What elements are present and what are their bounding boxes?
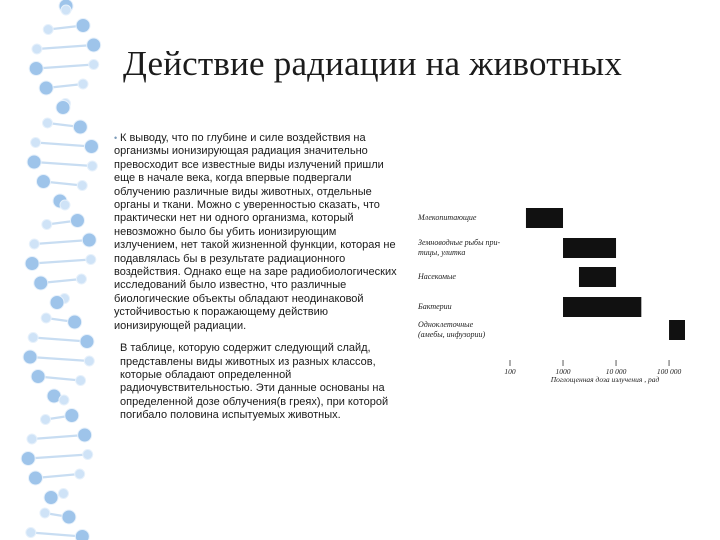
x-tick-label: 1000 [555, 367, 571, 376]
dna-node [25, 257, 39, 271]
dna-node [36, 175, 50, 189]
dna-node [27, 434, 37, 444]
dna-rung [33, 338, 87, 342]
dna-node [76, 19, 90, 33]
dose-range-bar [563, 238, 616, 258]
dna-node [40, 508, 50, 518]
dna-node [43, 25, 53, 35]
dna-node [73, 120, 87, 134]
dna-node [29, 239, 39, 249]
paragraph-2: В таблице, которую содержит следующий слайд, представлены виды животных из разных классов, которые обладают определенной радиочувствительностью. Эти данные основаны на определенной дозе облучения(в греях), при которой погибало половина испытуемых животных. [120, 342, 389, 422]
dna-node [41, 313, 51, 323]
paragraph-1-text: К выводу, что по глубине и силе воздействия на организмы ионизирующая радиация значительно превосходит все известные виды излучений пришли еще в начале века, когда впервые подвергали облучению различные виды животных, отдельные органы и ткани. Можно с уверенностью сказать, что практически нет ни одного организма, который невозможно было бы убить ионизирующим излучением, нет такой жизненной функции, которая не подавлялась бы в результате радиационного воздействия. Однако еще на заре радиобиологических исследований было известно, что различные биологические объекты обладают неодинаковой устойчивостью к поражающему действию ионизирующей радиации. [114, 132, 397, 332]
dose-range-bar [579, 267, 616, 287]
dna-node [50, 296, 64, 310]
dna-node [65, 409, 79, 423]
dna-node [76, 274, 86, 284]
dna-node [75, 469, 85, 479]
dna-node [87, 161, 97, 171]
bullet-icon: • [114, 133, 118, 143]
category-label: Насекомые [418, 272, 456, 281]
dna-node [68, 315, 82, 329]
dna-node [84, 356, 94, 366]
dna-node [58, 489, 68, 499]
dna-rung [28, 455, 88, 459]
slide-body [114, 132, 400, 423]
dna-node [70, 214, 84, 228]
dose-range-bar [526, 208, 563, 228]
dna-node [29, 62, 43, 76]
x-tick-label: 100 000 [656, 367, 682, 376]
dna-rung [34, 240, 89, 244]
dna-helix-decoration [0, 0, 125, 540]
dna-node [31, 138, 41, 148]
category-label: Млекопитающие [418, 213, 477, 222]
paragraph-1 [114, 132, 400, 333]
dna-node [60, 200, 70, 210]
dna-node [56, 101, 70, 115]
x-tick-label: 10 000 [605, 367, 627, 376]
dna-node [31, 370, 45, 384]
radiation-dose-chart [410, 195, 710, 395]
dna-node [75, 530, 89, 540]
dna-node [39, 81, 53, 95]
dna-node [76, 376, 86, 386]
slide-title: Действие радиации на животных [123, 44, 623, 83]
dna-node [87, 38, 101, 52]
x-axis-label: Поглощенная доза излучения , рад [550, 375, 660, 384]
dna-node [78, 428, 92, 442]
dna-node [89, 60, 99, 70]
dna-rung [31, 533, 83, 537]
dna-node [78, 79, 88, 89]
dna-node [62, 510, 76, 524]
dose-range-bar [563, 297, 641, 317]
dna-node [32, 44, 42, 54]
dna-node [29, 471, 43, 485]
dna-rung [36, 65, 94, 69]
category-label: Бактерии [418, 302, 452, 311]
dna-node [82, 233, 96, 247]
dna-node [41, 415, 51, 425]
dna-rung [36, 143, 92, 147]
dna-node [77, 181, 87, 191]
dna-node [44, 491, 58, 505]
dna-node [61, 5, 71, 15]
dna-node [59, 395, 69, 405]
dna-rung [32, 260, 91, 264]
dna-rung [37, 45, 94, 49]
dna-rung [34, 162, 92, 166]
dna-node [80, 335, 94, 349]
dna-node [26, 528, 36, 538]
dna-rung [30, 357, 89, 361]
dna-node [42, 220, 52, 230]
dna-node [34, 276, 48, 290]
dna-rung [32, 435, 85, 439]
dna-node [83, 450, 93, 460]
dna-node [27, 155, 41, 169]
dna-node [84, 140, 98, 154]
category-label: Земноводные рыбы при-тицы, улитка [418, 238, 501, 257]
dna-node [28, 333, 38, 343]
dna-node [21, 452, 35, 466]
x-tick-label: 100 [504, 367, 516, 376]
dose-range-bar [669, 320, 685, 340]
dna-node [23, 350, 37, 364]
dna-node [86, 255, 96, 265]
dna-node [42, 118, 52, 128]
category-label: Одноклеточные (амебы, инфузории) [418, 320, 486, 339]
